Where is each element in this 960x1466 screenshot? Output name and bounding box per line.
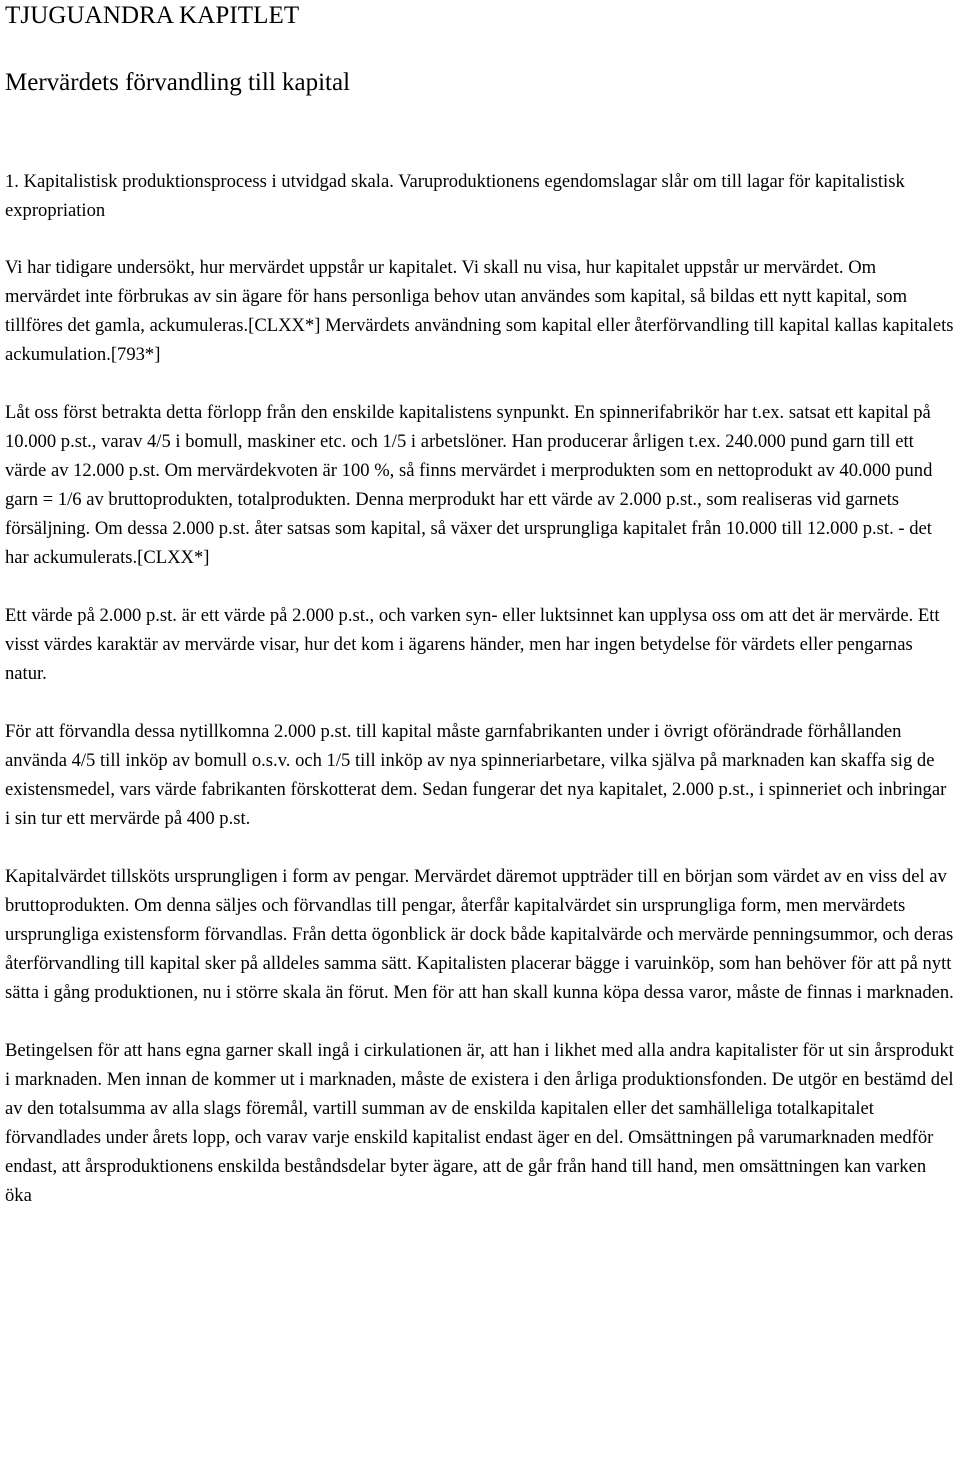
paragraph-2: Låt oss först betrakta detta förlopp från den enskilde kapitalistens synpunkt. En spinnerifabrikör har t.ex. satsat ett kapital på 10.000 p.st., varav 4/5 i bomull, maskiner etc. och 1/5 i arbetslöner. Han producerar årligen t.ex. 240.000 pund garn till ett värde av 12.000 p.st. Om mervärdekvoten är 100 %, så finns mervärdet i merprodukten som en nettoprodukt av 40.000 pund garn = 1/6 av bruttoprodukten, totalprodukten. Denna merprodukt har ett värde av 2.000 p.st., som realiseras vid garnets försäljning. Om dessa 2.000 p.st. åter satsas som kapital, så växer det ursprungliga kapitalet från 10.000 till 12.000 p.st. - det har ackumulerats.[CLXX*]: [5, 402, 933, 568]
chapter-title: TJUGUANDRA KAPITLET: [5, 2, 300, 29]
section-heading: 1. Kapitalistisk produktionsprocess i utvidgad skala. Varuproduktionens egendomslagar slår om till lagar för kapitalistisk expropriation: [5, 171, 905, 221]
paragraph-4: För att förvandla dessa nytillkomna 2.000 p.st. till kapital måste garnfabrikanten under i övrigt oförändrade förhållanden använda 4/5 till inköp av bomull o.s.v. och 1/5 till inköp av nya spinneriarbetare, vilka själva på marknaden kan skaffa sig de existensmedel, vars värde fabrikanten förskotterat dem. Sedan fungerar det nya kapitalet, 2.000 p.st., i spinneriet och inbringar i sin tur ett mervärde på 400 p.st.: [5, 721, 947, 829]
chapter-subtitle: Mervärdets förvandling till kapital: [5, 69, 351, 96]
paragraph-5: Kapitalvärdet tillsköts ursprungligen i form av pengar. Mervärdet däremot uppträder till en början som värdet av en viss del av bruttoprodukten. Om denna säljes och förvandlas till pengar, återfår kapitalvärdet sin ursprungliga form, men mervärdets ursprungliga existensform förvandlas. Från detta ögonblick är dock både kapitalvärde och mervärde penningsummor, och deras återförvandling till kapital sker på alldeles samma sätt. Kapitalisten placerar bägge i varuinköp, som han behöver för att på nytt sätta i gång produktionen, nu i större skala än förut. Men för att han skall kunna köpa dessa varor, måste de finnas i marknaden.: [5, 866, 954, 1003]
paragraph-6: Betingelsen för att hans egna garner skall ingå i cirkulationen är, att han i likhet med alla andra kapitalister för ut sin årsprodukt i marknaden. Men innan de kommer ut i marknaden, måste de existera i den årliga produktionsfonden. De utgör en bestämd del av den totalsumma av alla slags föremål, vartill summan av de enskilda kapitalen eller det samhälleliga totalkapitalet förvandlades under årets lopp, och varav varje enskild kapitalist endast äger en del. Omsättningen på varumarknaden medför endast, att årsproduktionens enskilda beståndsdelar byter ägare, att de går från hand till hand, men omsättningen kan varken öka: [5, 1040, 954, 1206]
paragraph-3: Ett värde på 2.000 p.st. är ett värde på 2.000 p.st., och varken syn- eller luktsinnet kan upplysa oss om att det är mervärde. Ett visst värdes karaktär av mervärde visar, hur det kom i ägarens händer, men har ingen betydelse för värdets eller pengarnas natur.: [5, 605, 940, 684]
paragraph-1: Vi har tidigare undersökt, hur mervärdet uppstår ur kapitalet. Vi skall nu visa, hur kapitalet uppstår ur mervärdet. Om mervärdet inte förbrukas av sin ägare för hans personliga behov utan användes som kapital, så bildas ett nytt kapital, som tillföres det gamla, ackumuleras.[CLXX*] Mervärdets användning som kapital eller återförvandling till kapital kallas kapitalets ackumulation.[793*]: [5, 257, 954, 365]
